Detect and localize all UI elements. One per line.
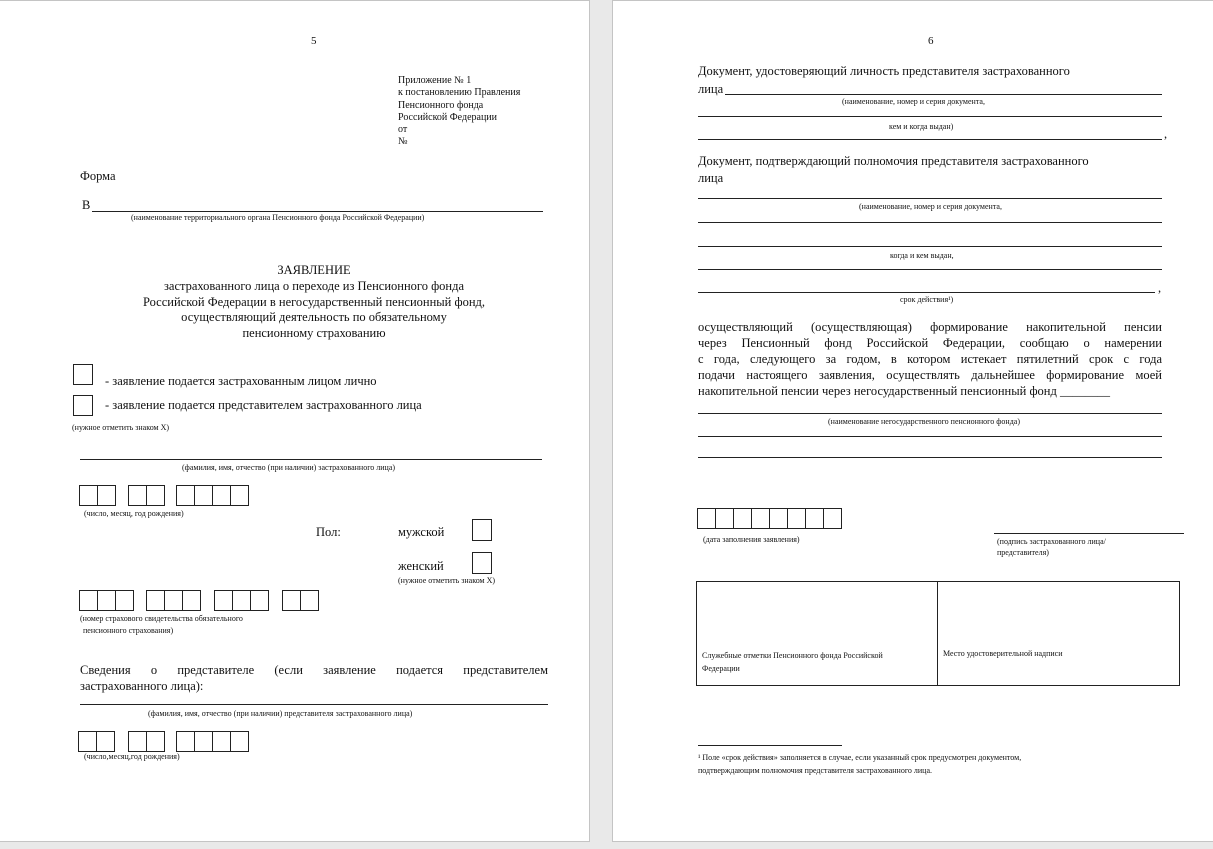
subtitle-line: застрахованного лица о переходе из Пенсионного фонда — [163, 279, 465, 293]
sex-mark-note: (нужное отметить знаком X) — [398, 576, 496, 585]
certification-cell[interactable]: Место удостоверительной надписи — [943, 649, 1063, 658]
service-table — [696, 581, 1180, 686]
snils-cells-group-4[interactable] — [282, 590, 319, 611]
page-number: 6 — [928, 35, 934, 47]
doc-identity-field-line-3[interactable] — [698, 139, 1162, 140]
doc-authority-label-cont: лица — [698, 171, 724, 185]
statement-paragraph — [698, 319, 1162, 399]
doc-identity-label: Документ, удостоверяющий личность представителя застрахованного — [698, 64, 1070, 78]
paragraph-line: накопительной пенсии через негосударственный пенсионный фонд ________ — [698, 384, 1110, 398]
appendix-line: к постановлению Правления — [398, 87, 521, 99]
female-checkbox[interactable] — [472, 552, 492, 574]
signature-caption — [997, 536, 1106, 558]
doc-identity-field-line-2[interactable] — [698, 116, 1162, 117]
appendix-block — [398, 75, 520, 149]
footnote-line: ¹ Поле «срок действия» заполняется в случае, если указанный срок предусмотрен документом, — [698, 753, 1022, 762]
paragraph-line: через Пенсионный фонд Российской Федерации, сообщаю о намерении — [698, 336, 1162, 350]
appendix-line: Приложение № 1 — [398, 75, 472, 86]
paragraph-line: осуществляющий (осуществляющая) формирование накопительной пенсии — [698, 320, 1162, 334]
issued-by-caption: кем и когда выдан) — [889, 122, 954, 131]
rep-birth-month-cells[interactable] — [128, 731, 165, 752]
rep-fio-field-line[interactable] — [80, 704, 548, 705]
signature-field-line[interactable] — [994, 533, 1184, 534]
page-number: 5 — [311, 35, 317, 47]
appendix-line: Пенсионного фонда — [398, 99, 484, 111]
paragraph-line: с года, следующего за годом, в котором истекает пятилетний срок с года — [698, 352, 1162, 366]
to-caption: (наименование территориального органа Пенсионного фонда Российской Федерации) — [131, 213, 425, 222]
form-label: Форма — [80, 169, 116, 183]
doc-identity-caption: (наименование, номер и серия документа, — [842, 97, 985, 106]
doc-authority-field-line-2[interactable] — [698, 222, 1162, 223]
paragraph-line: подачи настоящего заявления, осуществлять дальнейшее формирование моей — [698, 368, 1162, 382]
footnote-separator — [698, 745, 842, 746]
sex-label: Пол: — [316, 525, 341, 539]
female-label: женский — [398, 559, 444, 573]
fio-field-line[interactable] — [80, 459, 542, 460]
representative-checkbox[interactable] — [73, 395, 93, 416]
footnote-line: подтверждающим полномочия представителя застрахованного лица. — [698, 766, 933, 775]
service-marks-cell[interactable] — [702, 649, 883, 675]
snils-caption — [80, 613, 243, 637]
page-5 — [0, 0, 590, 842]
representative-info-cont: застрахованного лица): — [80, 679, 204, 693]
comma: , — [1164, 127, 1168, 141]
doc-authority-field-line-5[interactable] — [698, 292, 1155, 293]
male-label: мужской — [398, 525, 445, 539]
representative-info: Сведения о представителе (если заявление подается представителем — [80, 663, 548, 677]
snils-cells-group-1[interactable] — [79, 590, 134, 611]
signature-caption-line: (подпись застрахованного лица/ — [997, 537, 1106, 546]
rep-birth-day-cells[interactable] — [78, 731, 115, 752]
doc-authority-field-line-3[interactable] — [698, 246, 1162, 247]
npf-field-line[interactable] — [698, 413, 1162, 414]
birth-year-cells[interactable] — [176, 485, 249, 506]
npf-field-line-2[interactable] — [698, 436, 1162, 437]
birth-day-cells[interactable] — [79, 485, 116, 506]
snils-cells-group-2[interactable] — [146, 590, 201, 611]
snils-caption-line: пенсионного страхования) — [83, 626, 174, 635]
service-marks-label: Служебные отметки Пенсионного фонда Российской — [702, 651, 883, 660]
subtitle-line: Российской Федерации в негосударственный пенсионный фонд, — [142, 294, 486, 309]
appendix-line: от — [398, 124, 408, 136]
appendix-line: № — [398, 136, 408, 148]
doc-authority-field-line[interactable] — [698, 198, 1162, 199]
option-representative-label: - заявление подается представителем застрахованного лица — [105, 398, 422, 412]
appendix-line: Российской Федерации — [398, 111, 498, 123]
signature-caption-line: представителя) — [997, 548, 1049, 557]
to-prefix: В — [82, 198, 91, 212]
to-field-line[interactable] — [92, 211, 543, 212]
rep-fio-caption: (фамилия, имя, отчество (при наличии) представителя застрахованного лица) — [148, 709, 413, 718]
rep-birth-caption: (число,месяц,год рождения) — [84, 752, 180, 761]
subtitle-line: осуществляющий деятельность по обязательному — [181, 310, 447, 324]
birth-caption: (число, месяц, год рождения) — [84, 509, 184, 518]
issued-when-caption: когда и кем выдан, — [890, 251, 954, 260]
snils-cells-group-3[interactable] — [214, 590, 269, 611]
footnote — [698, 751, 1021, 777]
date-cells[interactable] — [697, 508, 842, 529]
document-subtitle — [80, 279, 548, 341]
page-6 — [612, 0, 1213, 842]
rep-birth-year-cells[interactable] — [176, 731, 249, 752]
doc-authority-field-line-4[interactable] — [698, 269, 1162, 270]
validity-caption: срок действия¹) — [900, 295, 954, 304]
option-personal-label: - заявление подается застрахованным лицом лично — [105, 374, 377, 388]
personal-checkbox[interactable] — [73, 364, 93, 385]
birth-month-cells[interactable] — [128, 485, 165, 506]
npf-field-line-3[interactable] — [698, 457, 1162, 458]
doc-authority-caption: (наименование, номер и серия документа, — [859, 202, 1002, 211]
mark-note: (нужное отметить знаком X) — [72, 423, 170, 432]
document-title: ЗАЯВЛЕНИЕ — [277, 263, 351, 277]
npf-caption: (наименование негосударственного пенсионного фонда) — [828, 417, 1020, 426]
doc-identity-field-line[interactable] — [725, 94, 1162, 95]
snils-caption-line: (номер страхового свидетельства обязательного — [80, 614, 243, 623]
subtitle-line: пенсионному страхованию — [242, 325, 386, 340]
table-divider — [937, 582, 938, 685]
doc-identity-label-cont: лица — [698, 82, 724, 96]
service-marks-label: Федерации — [702, 664, 740, 673]
doc-authority-label: Документ, подтверждающий полномочия представителя застрахованного — [698, 154, 1089, 168]
male-checkbox[interactable] — [472, 519, 492, 541]
fio-caption: (фамилия, имя, отчество (при наличии) застрахованного лица) — [182, 463, 396, 472]
comma: , — [1158, 281, 1162, 295]
date-caption: (дата заполнения заявления) — [703, 535, 800, 544]
